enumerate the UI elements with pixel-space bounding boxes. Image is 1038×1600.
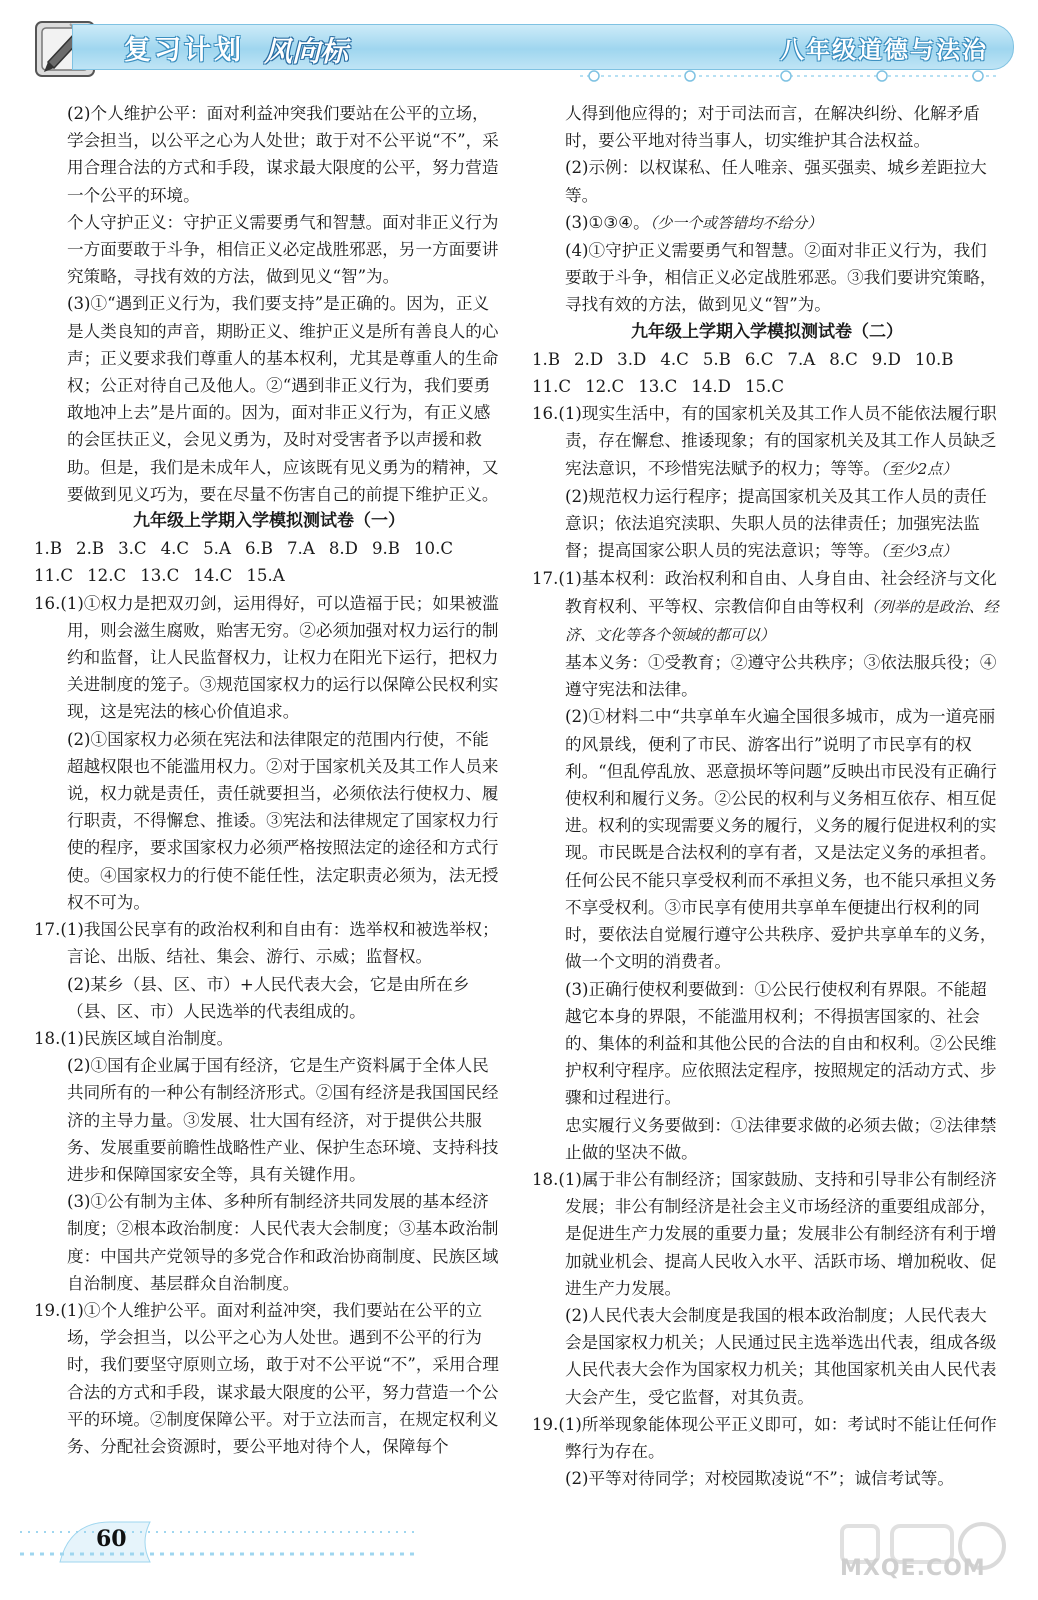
- answer-item: 13.C: [638, 377, 678, 397]
- paragraph-text: (2)①国家权力必须在宪法和法律限定的范围内行使，不能超越权限也不能滥用权力。②对于国家机关及其工作人员来说，权力就是责任，责任就要担当，必须依法行使权力、履行职责，不得懈怠、推诿。③宪法和法律规定了国家权力行使的程序，要求国家权力必须严格按照法定的途径和方式行使。④国家权力的行使不能任性，法定职责必须为，法无授权不可为。: [67, 729, 499, 912]
- answer-item: 4.C: [660, 349, 689, 369]
- answer-paragraph: [532, 1465, 1002, 1492]
- answer-paragraph: [532, 1411, 1002, 1465]
- paragraph-text: 18.(1)属于非公有制经济；国家鼓励、支持和引导非公有制经济发展；非公有制经济是社会主义市场经济的重要组成部分，是促进生产力发展的重要力量；发展非公有制经济有利于增加就业机会、提高人民收入水平、活跃市场、增加税收、促进生产力发展。: [532, 1169, 997, 1298]
- answer-item: 5.A: [203, 539, 231, 559]
- answer-paragraph: [34, 290, 504, 508]
- answer-paragraph: [34, 100, 504, 209]
- answer-item: 10.C: [413, 539, 454, 559]
- answer-paragraph: [532, 703, 1002, 975]
- paragraph-text: 16.(1)①权力是把双刃剑，运用得好，可以造福于民；如果被滥用，则会滋生腐败，贻害无穷。②必须加强对权力运行的制约和监督，让人民监督权力，让权力在阳光下运行，把权力关进制度的笼子。③规范国家权力的运行以保障公民权利实现，这是宪法的核心价值追求。: [34, 593, 499, 722]
- answer-paragraph: [34, 916, 504, 970]
- answer-item: 6.C: [744, 349, 774, 369]
- answer-paragraph: [34, 1188, 504, 1297]
- answer-item: 8.C: [829, 349, 858, 369]
- paragraph-text: 17.(1)基本权利：政治权利和自由、人身自由、社会经济与文化教育权利、平等权、宗教信仰自由等权利: [532, 569, 997, 616]
- answer-item: 3.C: [118, 539, 147, 559]
- answer-paragraph: [532, 154, 1002, 208]
- answer-item: 7.A: [286, 539, 315, 559]
- answer-item: 5.B: [702, 349, 731, 369]
- answer-item: 12.C: [585, 377, 625, 397]
- grading-note: （至少2点）: [880, 459, 958, 478]
- answer-item: 13.C: [140, 566, 180, 586]
- answer-item: 7.A: [787, 349, 816, 369]
- answer-paragraph: [34, 1025, 504, 1052]
- answer-item: 1.B: [34, 539, 63, 559]
- answer-paragraph: [532, 976, 1002, 1112]
- grading-note: （至少3点）: [880, 542, 958, 561]
- paragraph-text: 九年级上学期入学模拟测试卷（一）: [133, 511, 405, 532]
- answer-item: 10.B: [914, 349, 954, 369]
- answer-item: 6.B: [244, 539, 273, 559]
- answer-item: 4.C: [160, 539, 190, 559]
- answer-paragraph: [532, 649, 1002, 703]
- answer-item: 14.D: [691, 377, 731, 397]
- paragraph-text: 17.(1)我国公民享有的政治权利和自由有：选举权和被选举权；言论、出版、结社、集会、游行、示威；监督权。: [34, 920, 499, 967]
- answer-key-row: [532, 346, 1002, 373]
- grading-note: （列举的是政治、经济、文化等各个领域的都可以）: [565, 597, 999, 644]
- answer-paragraph: [34, 209, 504, 291]
- paragraph-text: (3)正确行使权利要做到：①公民行使权利有界限。不能超越它本身的界限，不能滥用权利；不得损害国家的、社会的、集体的利益和其他公民的合法的自由和权利。②公民维护权利守程序。应依照法定程序，按照规定的活动方式、步骤和过程进行。: [565, 979, 997, 1108]
- answer-paragraph: [34, 590, 504, 726]
- answer-paragraph: [532, 209, 1002, 237]
- answer-paragraph: [532, 1112, 1002, 1166]
- paragraph-text: (2)示例：以权谋私、任人唯亲、强买强卖、城乡差距拉大等。: [565, 158, 987, 205]
- paragraph-text: (2)平等对待同学；对校园欺凌说“不”；诚信考试等。: [565, 1469, 954, 1489]
- answer-item: 14.C: [193, 566, 233, 586]
- paragraph-text: (4)①守护正义需要勇气和智慧。②面对非正义行为，我们要敢于斗争，相信正义必定战胜邪恶。③我们要讲究策略，寻找有效的方法，做到见义“智”为。: [565, 241, 997, 315]
- brand-logo-text: 风向标: [264, 35, 349, 68]
- decorative-circles-icon: [580, 68, 1000, 84]
- answer-key-row: [532, 373, 1002, 400]
- answer-paragraph: [34, 1052, 504, 1188]
- footer-decoration-icon: [0, 1512, 430, 1564]
- paragraph-text: (3)①公有制为主体、多种所有制经济共同发展的基本经济制度；②根本政治制度：人民代表大会制度；③基本政治制度：中国共产党领导的多党合作和政治协商制度、民族区域自治制度、基层群众自治制度。: [67, 1192, 499, 1293]
- paragraph-text: (2)规范权力运行程序；提高国家机关及其工作人员的责任意识；依法追究渎职、失职人员的法律责任；加强宪法监督；提高国家公职人员的宪法意识；等等。: [565, 486, 987, 561]
- answer-paragraph: [532, 1302, 1002, 1411]
- answer-paragraph: [532, 565, 1002, 649]
- answer-item: 11.C: [532, 377, 572, 397]
- paragraph-text: 个人守护正义：守护正义需要勇气和智慧。面对非正义行为一方面要敢于斗争，相信正义必定战胜邪恶，另一方面要讲究策略，寻找有效的方法，做到见义“智”为。: [67, 212, 499, 287]
- answer-item: 9.B: [371, 539, 400, 559]
- page-header: [0, 0, 1038, 90]
- answer-paragraph: [532, 1166, 1002, 1302]
- paragraph-text: 忠实履行义务要做到：①法律要求做的必须去做；②法律禁止做的坚决不做。: [565, 1115, 997, 1162]
- answer-key-row: [34, 535, 504, 562]
- answer-item: 12.C: [87, 566, 127, 586]
- answer-item: 11.C: [34, 566, 74, 586]
- paragraph-text: 19.(1)所举现象能体现公平正义即可，如：考试时不能让任何作弊行为存在。: [532, 1414, 997, 1461]
- section-heading: [532, 319, 1002, 346]
- paragraph-text: 九年级上学期入学模拟测试卷（二）: [631, 321, 903, 342]
- subject-title: 八年级道德与法治: [780, 36, 988, 64]
- paragraph-text: (2)①国有企业属于国有经济，它是生产资料属于全体人民共同所有的一种公有制经济形式。②国有经济是我国国民经济的主导力量。③发展、壮大国有经济，对于提供公共服务、发展重要前瞻性战略性产业、保护生态环境、支持科技进步和保障国家安全等，具有关键作用。: [67, 1056, 499, 1184]
- answer-key-row: [34, 562, 504, 589]
- paragraph-text: (2)个人维护公平：面对利益冲突我们要站在公平的立场，学会担当，以公平之心为人处世；敢于对不公平说“不”，采用合理合法的方式和手段，谋求最大限度的公平，努力营造一个公平的环境。: [67, 104, 499, 205]
- answer-paragraph: [34, 726, 504, 916]
- answer-paragraph: [34, 971, 504, 1025]
- section-heading: [34, 508, 504, 535]
- right-column: [532, 100, 1002, 1492]
- paragraph-text: 16.(1)现实生活中，有的国家机关及其工作人员不能依法履行职责，存在懈怠、推诿现象；有的国家机关及其工作人员缺乏宪法意识，不珍惜宪法赋予的权力；等等。: [532, 404, 997, 478]
- section-title: 复习计划: [124, 35, 244, 66]
- paragraph-text: 基本义务：①受教育；②遵守公共秩序；③依法服兵役；④遵守宪法和法律。: [565, 653, 997, 700]
- answer-item: 3.D: [617, 349, 647, 369]
- paragraph-text: (2)某乡（县、区、市）+人民代表大会，它是由所在乡（县、区、市）人民选举的代表组成的。: [67, 974, 470, 1021]
- answer-paragraph: [532, 400, 1002, 483]
- answer-item: 9.D: [871, 349, 901, 369]
- answer-paragraph: [532, 483, 1002, 566]
- grading-note: （少一个或答错均不给分）: [649, 213, 823, 232]
- page-number: 60: [96, 1526, 127, 1552]
- answer-item: 2.D: [574, 349, 604, 369]
- answer-item: 8.D: [328, 539, 358, 559]
- answer-item: 15.C: [744, 377, 785, 397]
- answer-item: 15.A: [246, 566, 285, 586]
- answer-item: 2.B: [76, 539, 105, 559]
- answer-paragraph: [34, 1297, 504, 1460]
- paragraph-text: 人得到他应得的；对于司法而言，在解决纠纷、化解矛盾时，要公平地对待当事人，切实维护其合法权益。: [565, 104, 980, 151]
- paragraph-text: 18.(1)民族区域自治制度。: [34, 1028, 234, 1048]
- answer-item: 1.B: [532, 349, 561, 369]
- answer-paragraph: [532, 237, 1002, 319]
- paragraph-text: 19.(1)①个人维护公平。面对利益冲突，我们要站在公平的立场，学会担当，以公平之心为人处世。遇到不公平的行为时，我们要坚守原则立场，敢于对不公平说“不”，采用合理合法的方式和手段，谋求最大限度的公平，努力营造一个公平的环境。②制度保障公平。对于立法而言，在规定权利义务、分配社会资源时，要公平地对待个人，保障每个: [34, 1300, 499, 1456]
- answer-paragraph: [532, 100, 1002, 154]
- paragraph-text: (3)①“遇到正义行为，我们要支持”是正确的。因为，正义是人类良知的声音，期盼正义、维护正义是所有善良人的心声；正义要求我们尊重人的基本权利，尤其是尊重人的生命权；公正对待自己及他人。②“遇到非正义行为，我们要勇敢地冲上去”是片面的。因为，面对非正义行为，有正义感的会匡扶正义，会见义勇为，及时对受害者予以声援和救助。但是，我们是未成年人，应该既有见义勇为的精神，又要做到见义巧为，要在尽量不伤害自己的前提下维护正义。: [67, 294, 499, 504]
- watermark-text: MXQE.COM: [840, 1556, 986, 1581]
- paragraph-text: (3)①③④。: [565, 212, 650, 232]
- paragraph-text: (2)人民代表大会制度是我国的根本政治制度；人民代表大会是国家权力机关；人民通过民主选举选出代表，组成各级人民代表大会作为国家权力机关；其他国家机关由人民代表大会产生，受它监督，对其负责。: [565, 1305, 997, 1407]
- left-column: [34, 100, 504, 1460]
- paragraph-text: (2)①材料二中“共享单车火遍全国很多城市，成为一道亮丽的风景线，便利了市民、游客出行”说明了市民享有的权利。“但乱停乱放、恶意损坏等问题”反映出市民没有正确行使权利和履行义务。②公民的权利与义务相互依存、相互促进。权利的实现需要义务的履行，义务的履行促进权利的实现。市民既是合法权利的享有者，又是法定义务的承担者。任何公民不能只享受权利而不承担义务，也不能只承担义务不享受权利。③市民享有使用共享单车便捷出行权利的同时，要依法自觉履行遵守公共秩序、爱护共享单车的义务，做一个文明的消费者。: [565, 707, 997, 972]
